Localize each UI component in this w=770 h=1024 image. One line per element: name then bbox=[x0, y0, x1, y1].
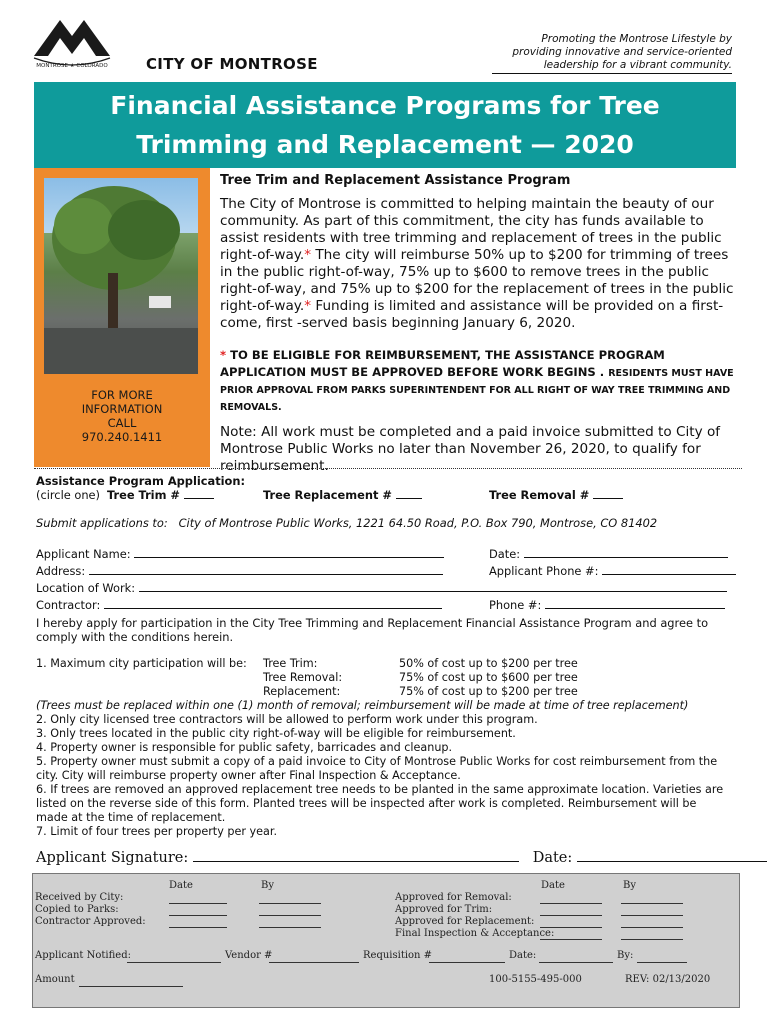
info-phone: 970.240.1411 bbox=[81, 430, 163, 444]
contractor-field[interactable] bbox=[104, 598, 442, 609]
title-banner bbox=[34, 82, 736, 168]
logo-text: MONTROSE ★ COLORADO bbox=[36, 63, 108, 69]
revision-date: REV: 02/13/2020 bbox=[625, 974, 711, 985]
notified-by-label: By: bbox=[617, 950, 634, 961]
approved-trim: Approved for Trim: bbox=[395, 904, 493, 915]
tree-photo bbox=[44, 178, 198, 374]
condition-6-cont: listed on the reverse side of this form. Planted trees will be inspected after work is completed. Reimbursement will be bbox=[36, 797, 697, 810]
location-row: Location of Work: bbox=[36, 581, 727, 595]
deadline-note: Note: All work must be completed and a paid invoice submitted to City of Montrose Public Works no later than November 26, 2020, to qualify for reimbursement. bbox=[220, 424, 721, 474]
inspection-date-line[interactable] bbox=[540, 939, 602, 940]
submit-instructions: Submit applications to: City of Montrose Public Works, 1221 64.50 Road, P.O. Box 790, Montrose, CO 81402 bbox=[36, 516, 658, 530]
replacement-date-line[interactable] bbox=[540, 927, 602, 928]
requisition-line[interactable] bbox=[429, 962, 505, 963]
applicant-phone-field[interactable] bbox=[602, 564, 736, 575]
signature-date-field[interactable] bbox=[577, 848, 767, 862]
copied-to-parks: Copied to Parks: bbox=[35, 904, 119, 915]
replacement-by-line[interactable] bbox=[621, 927, 683, 928]
rate-replacement: Replacement: 75% of cost up to $200 per tree bbox=[263, 685, 578, 698]
trim-by-line[interactable] bbox=[621, 915, 683, 916]
removal-by-line[interactable] bbox=[621, 903, 683, 904]
tree-replacement-count-field[interactable] bbox=[396, 488, 422, 499]
account-number: 100-5155-495-000 bbox=[489, 974, 582, 985]
condition-6: 6. If trees are removed an approved replacement tree needs to be planted in the same approximate location. Varieties are bbox=[36, 783, 724, 796]
asterisk: * bbox=[220, 348, 227, 362]
condition-5: 5. Property owner must submit a copy of a paid invoice to City of Montrose Public Works for cost reimbursement from the bbox=[36, 755, 718, 768]
asterisk: * bbox=[304, 247, 312, 263]
banner-title-line-2: Trimming and Replacement — 2020 bbox=[136, 130, 634, 159]
condition-1: 1. Maximum city participation will be: bbox=[36, 657, 247, 670]
condition-5-cont: city. City will reimburse property owner after Final Inspection & Acceptance. bbox=[36, 769, 461, 782]
address-field[interactable] bbox=[89, 564, 443, 575]
program-title: Tree Trim and Replacement Assistance Program bbox=[220, 173, 571, 188]
tree-trim-option[interactable]: Tree Trim # bbox=[107, 488, 214, 502]
received-date-line[interactable] bbox=[169, 903, 227, 904]
office-use-box bbox=[32, 873, 740, 1008]
trim-date-line[interactable] bbox=[540, 915, 602, 916]
tagline: Promoting the Montrose Lifestyle by providing innovative and service-oriented leadership for a vibrant community. bbox=[492, 33, 732, 74]
tree-trim-count-field[interactable] bbox=[184, 488, 214, 499]
location-field[interactable] bbox=[139, 581, 727, 592]
received-by-line[interactable] bbox=[259, 903, 321, 904]
agreement-text: I hereby apply for participation in the City Tree Trimming and Replacement Financial Assistance Program and agree to comply with the conditions herein. bbox=[36, 616, 709, 644]
condition-3: 3. Only trees located in the public city right-of-way will be eligible for reimbursement. bbox=[36, 727, 516, 740]
contractor-phone-row: Phone #: bbox=[489, 598, 725, 612]
condition-2: 2. Only city licensed tree contractors will be allowed to perform work under this program. bbox=[36, 713, 538, 726]
vendor-label: Vendor # bbox=[225, 950, 273, 961]
removal-date-line[interactable] bbox=[540, 903, 602, 904]
approved-removal: Approved for Removal: bbox=[395, 892, 512, 903]
contractor-row: Contractor: bbox=[36, 598, 442, 612]
section-divider bbox=[34, 468, 742, 469]
replacement-note: (Trees must be replaced within one (1) month of removal; reimbursement will be made at time of tree replacement) bbox=[36, 699, 689, 712]
office-date-header: Date bbox=[169, 880, 193, 891]
copied-by-line[interactable] bbox=[259, 915, 321, 916]
signature-row: Applicant Signature: Date: bbox=[36, 848, 767, 866]
program-description: The City of Montrose is committed to helping maintain the beauty of our community. As part of this commitment, the city has funds available to assist residents with tree trimming and replacement of trees in the public right-of-way.* The city will reimburse 50% up to $200 for trimming of trees in the public right-of-way, 75% up to $600 to remove trees in the public right-of-way, and 75% up to $200 for the replacement of trees in the public right-of-way.* Funding is limited and assistance will be provided on a first-come, first -served basis beginning January 6, 2020. bbox=[220, 196, 734, 331]
tree-photo-drawing bbox=[44, 178, 198, 374]
contractor-approved: Contractor Approved: bbox=[35, 916, 146, 927]
condition-4: 4. Property owner is responsible for public safety, barricades and cleanup. bbox=[36, 741, 453, 754]
rate-tree-trim: Tree Trim: 50% of cost up to $200 per tree bbox=[263, 657, 578, 670]
city-logo bbox=[30, 14, 114, 70]
asterisk: * bbox=[304, 298, 312, 314]
contractor-phone-field[interactable] bbox=[545, 598, 725, 609]
date-row: Date: bbox=[489, 547, 728, 561]
eligibility-notice: * TO BE ELIGIBLE FOR REIMBURSEMENT, THE ASSISTANCE PROGRAM APPLICATION MUST BE APPROVED BEFORE WORK BEGINS . RESIDENTS MUST HAVE PRIOR APPROVAL FROM PARKS SUPERINTENDENT FOR ALL RIGHT OF WAY TREE TRIMMING AND REMOVALS. bbox=[220, 348, 734, 413]
signature-field[interactable] bbox=[193, 848, 519, 862]
office-by-header-right: By bbox=[623, 880, 636, 891]
address-row: Address: bbox=[36, 564, 443, 578]
office-date-header-right: Date bbox=[541, 880, 565, 891]
application-title: Assistance Program Application: bbox=[36, 474, 246, 488]
vendor-line[interactable] bbox=[269, 962, 359, 963]
amount-label: Amount bbox=[35, 974, 75, 985]
condition-7: 7. Limit of four trees per property per year. bbox=[36, 825, 277, 838]
rate-tree-removal: Tree Removal: 75% of cost up to $600 per tree bbox=[263, 671, 578, 684]
condition-6-cont-2: made at the time of replacement. bbox=[36, 811, 226, 824]
city-name: CITY OF MONTROSE bbox=[146, 55, 318, 73]
tree-type-row: (circle one) bbox=[36, 488, 100, 502]
amount-line[interactable] bbox=[79, 986, 183, 987]
notified-date-line[interactable] bbox=[539, 962, 613, 963]
applicant-name-field[interactable] bbox=[134, 547, 444, 558]
final-inspection: Final Inspection & Acceptance: bbox=[395, 928, 555, 939]
date-field[interactable] bbox=[524, 547, 728, 558]
requisition-label: Requisition # bbox=[363, 950, 433, 961]
inspection-by-line[interactable] bbox=[621, 939, 683, 940]
notified-by-line[interactable] bbox=[637, 962, 687, 963]
tree-replacement-option[interactable]: Tree Replacement # bbox=[263, 488, 422, 502]
contractor-date-line[interactable] bbox=[169, 927, 227, 928]
approved-replacement: Approved for Replacement: bbox=[395, 916, 535, 927]
received-by-city: Received by City: bbox=[35, 892, 124, 903]
info-contact: FOR MORE INFORMATION CALL 970.240.1411 bbox=[40, 388, 204, 444]
copied-date-line[interactable] bbox=[169, 915, 227, 916]
notified-line[interactable] bbox=[127, 962, 221, 963]
contractor-by-line[interactable] bbox=[259, 927, 321, 928]
office-by-header: By bbox=[261, 880, 274, 891]
banner-title-line-1: Financial Assistance Programs for Tree bbox=[110, 91, 660, 120]
applicant-name-row: Applicant Name: bbox=[36, 547, 444, 561]
applicant-notified: Applicant Notified: bbox=[35, 950, 131, 961]
tree-removal-count-field[interactable] bbox=[593, 488, 623, 499]
tree-removal-option[interactable]: Tree Removal # bbox=[489, 488, 623, 502]
notified-date-label: Date: bbox=[509, 950, 537, 961]
applicant-phone-row: Applicant Phone #: bbox=[489, 564, 736, 578]
